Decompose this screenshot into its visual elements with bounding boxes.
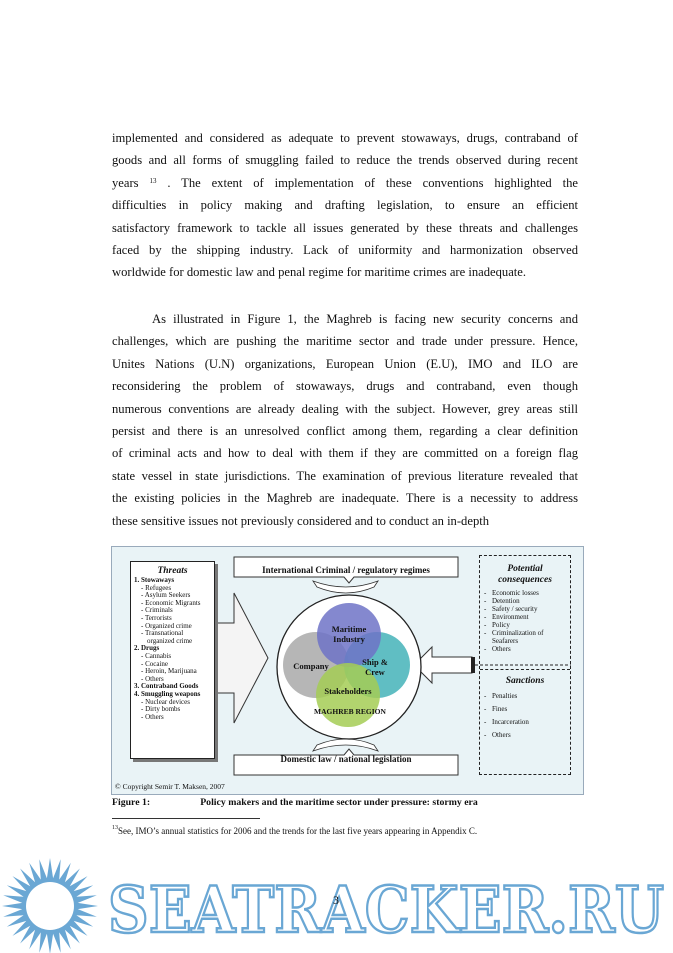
text-line: the existing policies in the Maghreb are inadequate. There is a necessity to address [112,491,578,506]
threat-item: 2. Drugs [134,644,160,653]
threats-title: Threats [157,566,188,576]
text-line: satisfactory framework to tackle all issues generated by these threats and challenges [112,220,578,235]
consequences-list [484,589,570,653]
consequences-box [479,555,571,775]
sun-core [26,882,74,930]
list-item: - Others [484,729,570,742]
threat-item: - Cocaine [141,659,169,668]
international-regimes-label: International Criminal / regulatory regimes [262,565,430,575]
text-line: of criminal acts and how to deal with them if they are committed on a foreign flag [112,446,578,461]
paragraph-1 [112,127,578,284]
arrow-bar [471,657,475,673]
footnote-rule [112,818,260,819]
list-item: - Penalties [484,690,570,703]
list-item: - Incarceration [484,716,570,729]
threat-item: - Others [141,674,164,683]
list-item: - Detention [484,597,570,605]
threat-item: organized crime [147,636,193,645]
text-line: state vessel in state jurisdictions. The examination of previous literature revealed that [112,468,578,483]
threat-item: - Terrorists [141,613,172,622]
maritime-industry-label: Maritime Industry [331,624,367,644]
watermark-text: SEATRACKER.RU [108,873,664,948]
threat-item: - Others [141,712,164,721]
text-line: numerous conventions are already dealing with the subject. However, grey areas still [112,401,578,416]
threats-box [130,561,215,759]
text-line: implemented and considered as adequate to prevent stowaways, drugs, contraband of [112,131,578,145]
list-item: - Economic losses [484,589,570,597]
text-line: challenges, which are pushing the maritime sector and trade under pressure. Hence, [112,334,578,349]
sanctions-arrow [414,647,472,683]
list-item: - Policy [484,621,570,629]
divider [480,669,570,670]
sanctions-list [484,690,570,742]
threat-item: - Transnational [141,629,184,638]
text-line: persist and there is an unresolved conflict among them, regarding a clear definition [112,424,578,439]
sanctions-section [480,676,570,742]
potential-consequences-title: Potential consequences [498,564,552,585]
list-item: - Fines [484,703,570,716]
text-line: goods and all forms of smuggling failed to reduce the trends observed during recent [112,153,578,168]
page-number: 3 [333,893,339,907]
list-item: - Safety / security [484,605,570,613]
footnote [112,826,477,836]
list-item: - Others [484,645,570,653]
copyright-notice: © Copyright Semir T. Maksen, 2007 [115,782,225,791]
threat-item: - Cannabis [141,651,172,660]
threat-item: 3. Contraband Goods [134,682,199,691]
text-line: reconsidering the problem of stowaways, drugs and contraband, even though [112,379,578,394]
threats-arrow [215,593,268,723]
threat-item: - Refugees [141,583,172,592]
text-line: worldwide for domestic law and penal regime for maritime crimes are inadequate. [112,265,527,280]
figure-diagram [111,546,584,795]
threat-item: 4. Smuggling weapons [134,689,201,698]
text-line: faced by the shipping industry. Lack of uniformity and harmonization observed [112,243,578,258]
list-item: - Environment [484,613,570,621]
stakeholders-label: Stakeholders [324,686,372,696]
text-line: years $^{13}$ . The extent of implementation of these conventions highlighted the [112,175,578,190]
text-line: these sensitive issues not previously considered and to conduct an in-depth [112,513,490,528]
text-line: difficulties in policy making and drafting legislation, to ensure an efficient [112,198,578,213]
threats-list [134,577,211,721]
company-label: Company [293,661,329,671]
text-line: Unites Nations (U.N) organizations, European Union (E.U), IMO and ILO are [112,356,578,371]
sun-icon [2,858,98,953]
caption-title: Policy makers and the maritime sector under pressure: stormy era [200,797,478,808]
threat-item: - Dirty bombs [141,705,181,714]
ship-crew-label: Ship & Crew [362,657,388,677]
threat-item: - Criminals [141,606,173,615]
threat-item: - Asylum Seekers [141,591,191,600]
figure-caption [112,797,478,808]
sanctions-title: Sanctions [505,676,545,686]
paragraph-2 [112,308,578,532]
footnote-text: See, IMO’s annual statistics for 2006 and the trends for the last five years appearing in Appendix C. [118,826,478,836]
domestic-law-label: Domestic law / national legislation [280,754,412,764]
list-item: - Criminalization of Seafarers [484,629,570,645]
threat-item: 1. Stowaways [134,576,175,584]
threat-item: - Heroin, Marijuana [141,667,197,676]
top-arrow-tip [313,581,378,593]
threat-item: - Organized crime [141,621,192,630]
footnote-ref[interactable]: 13 [149,176,157,185]
caption-label: Figure 1: [112,797,151,808]
maghreb-region-label: MAGHREB REGION [314,707,386,716]
threat-item: - Nuclear devices [141,697,190,706]
threat-item: - Economic Migrants [141,598,201,607]
footnote-number: 13 [112,825,118,831]
text-line: As illustrated in Figure 1, the Maghreb is facing new security concerns and [152,312,578,326]
bottom-arrow-tip [313,739,378,751]
